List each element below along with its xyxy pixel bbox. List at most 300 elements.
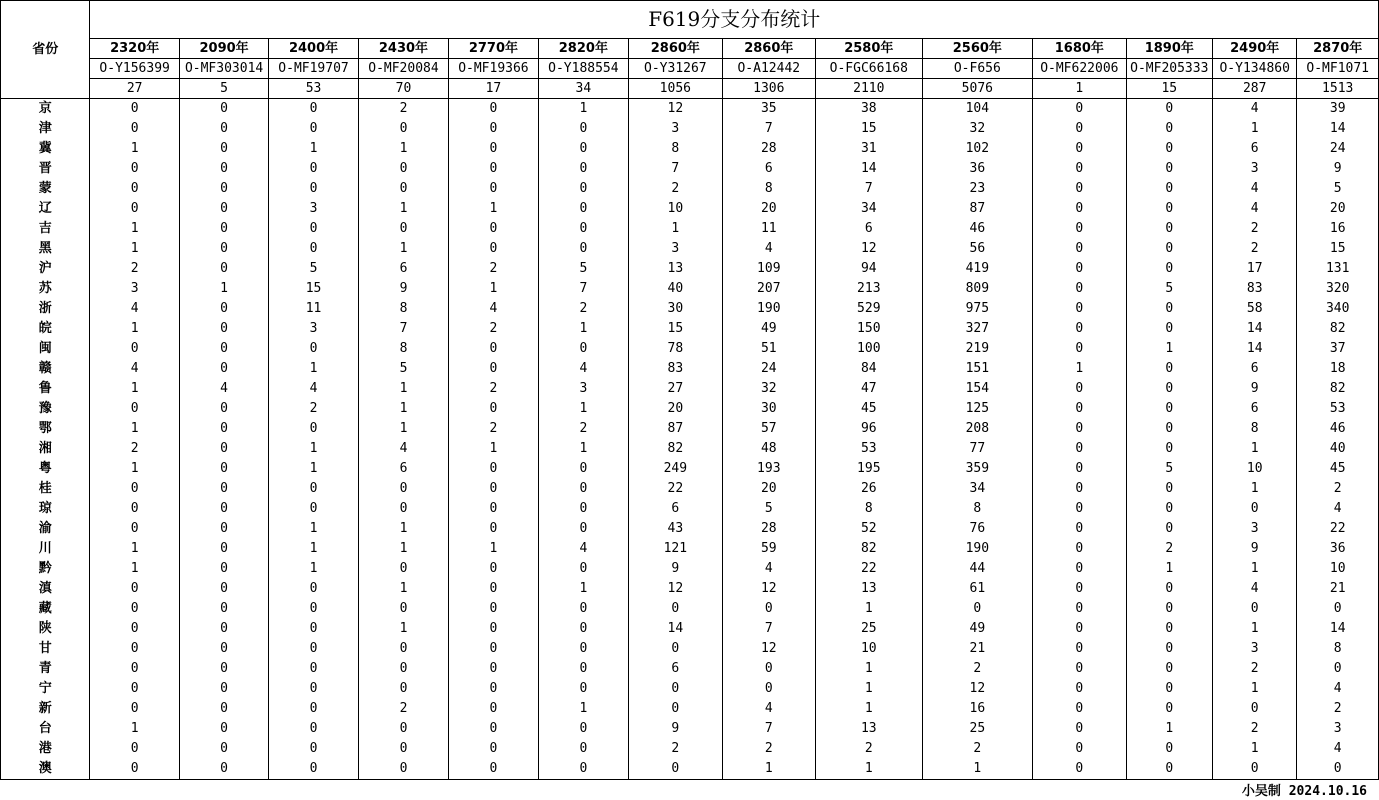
province-cell: 琼 xyxy=(1,499,90,519)
count-cell: 0 xyxy=(538,239,628,259)
count-cell: 0 xyxy=(358,119,448,139)
count-cell: 0 xyxy=(269,599,358,619)
count-cell: 0 xyxy=(90,679,179,699)
count-cell: 1 xyxy=(816,759,923,780)
count-cell: 0 xyxy=(449,559,538,579)
count-cell: 0 xyxy=(449,639,538,659)
count-cell: 16 xyxy=(1297,219,1379,239)
count-cell: 4 xyxy=(722,559,815,579)
count-cell: 7 xyxy=(358,319,448,339)
count-cell: 213 xyxy=(816,279,923,299)
count-cell: 2 xyxy=(922,739,1033,759)
count-cell: 0 xyxy=(358,739,448,759)
count-cell: 3 xyxy=(538,379,628,399)
count-cell: 20 xyxy=(722,479,815,499)
count-cell: 17 xyxy=(1213,259,1297,279)
count-cell: 0 xyxy=(1033,639,1126,659)
count-cell: 0 xyxy=(1126,119,1212,139)
province-cell: 甘 xyxy=(1,639,90,659)
count-cell: 14 xyxy=(1213,339,1297,359)
count-cell: 0 xyxy=(90,759,179,780)
count-cell: 1 xyxy=(538,99,628,120)
count-cell: 0 xyxy=(179,179,268,199)
count-cell: 0 xyxy=(449,719,538,739)
count-cell: 0 xyxy=(358,479,448,499)
column-total: 17 xyxy=(449,79,538,99)
count-cell: 195 xyxy=(816,459,923,479)
count-cell: 22 xyxy=(1297,519,1379,539)
count-cell: 6 xyxy=(816,219,923,239)
count-cell: 6 xyxy=(722,159,815,179)
count-cell: 0 xyxy=(269,179,358,199)
table-row xyxy=(1,119,1379,139)
count-cell: 0 xyxy=(538,519,628,539)
table-row xyxy=(1,139,1379,159)
count-cell: 4 xyxy=(90,359,179,379)
count-cell: 0 xyxy=(179,219,268,239)
count-cell: 2 xyxy=(90,439,179,459)
column-total: 287 xyxy=(1213,79,1297,99)
column-code: O-A12442 xyxy=(722,59,815,79)
count-cell: 0 xyxy=(1033,139,1126,159)
count-cell: 0 xyxy=(1126,199,1212,219)
count-cell: 0 xyxy=(179,739,268,759)
column-year: 2860年 xyxy=(629,39,722,59)
province-cell: 闽 xyxy=(1,339,90,359)
count-cell: 87 xyxy=(629,419,722,439)
count-cell: 419 xyxy=(922,259,1033,279)
count-cell: 0 xyxy=(1126,759,1212,780)
count-cell: 5 xyxy=(1126,279,1212,299)
column-code: O-F656 xyxy=(922,59,1033,79)
province-cell: 辽 xyxy=(1,199,90,219)
column-total: 53 xyxy=(269,79,358,99)
count-cell: 37 xyxy=(1297,339,1379,359)
count-cell: 1 xyxy=(269,439,358,459)
count-cell: 0 xyxy=(358,179,448,199)
count-cell: 4 xyxy=(1213,99,1297,120)
count-cell: 0 xyxy=(449,179,538,199)
count-cell: 0 xyxy=(358,599,448,619)
count-cell: 1 xyxy=(1126,719,1212,739)
count-cell: 0 xyxy=(538,679,628,699)
column-total: 15 xyxy=(1126,79,1212,99)
count-cell: 6 xyxy=(1213,139,1297,159)
count-cell: 0 xyxy=(179,239,268,259)
column-total: 2110 xyxy=(816,79,923,99)
count-cell: 25 xyxy=(922,719,1033,739)
count-cell: 24 xyxy=(1297,139,1379,159)
count-cell: 104 xyxy=(922,99,1033,120)
count-cell: 0 xyxy=(538,459,628,479)
table-row xyxy=(1,519,1379,539)
count-cell: 0 xyxy=(358,659,448,679)
count-cell: 12 xyxy=(722,639,815,659)
count-cell: 1 xyxy=(816,699,923,719)
count-cell: 219 xyxy=(922,339,1033,359)
count-cell: 0 xyxy=(269,639,358,659)
column-year: 2770年 xyxy=(449,39,538,59)
count-cell: 82 xyxy=(1297,319,1379,339)
count-cell: 0 xyxy=(269,479,358,499)
count-cell: 0 xyxy=(269,99,358,120)
count-cell: 31 xyxy=(816,139,923,159)
count-cell: 327 xyxy=(922,319,1033,339)
count-cell: 1 xyxy=(90,539,179,559)
count-cell: 1 xyxy=(358,399,448,419)
count-cell: 207 xyxy=(722,279,815,299)
count-cell: 0 xyxy=(538,619,628,639)
count-cell: 1 xyxy=(538,579,628,599)
count-cell: 82 xyxy=(1297,379,1379,399)
count-cell: 0 xyxy=(538,759,628,780)
count-cell: 0 xyxy=(538,739,628,759)
province-cell: 吉 xyxy=(1,219,90,239)
count-cell: 8 xyxy=(629,139,722,159)
table-row xyxy=(1,619,1379,639)
count-cell: 57 xyxy=(722,419,815,439)
count-cell: 1 xyxy=(1213,619,1297,639)
count-cell: 0 xyxy=(1126,639,1212,659)
count-cell: 190 xyxy=(922,539,1033,559)
count-cell: 4 xyxy=(1297,679,1379,699)
column-year: 2320年 xyxy=(90,39,179,59)
count-cell: 2 xyxy=(1297,479,1379,499)
count-cell: 4 xyxy=(449,299,538,319)
count-cell: 151 xyxy=(922,359,1033,379)
count-cell: 10 xyxy=(1297,559,1379,579)
count-cell: 0 xyxy=(1126,619,1212,639)
province-cell: 赣 xyxy=(1,359,90,379)
count-cell: 5 xyxy=(538,259,628,279)
count-cell: 0 xyxy=(1126,139,1212,159)
column-year: 2560年 xyxy=(922,39,1033,59)
count-cell: 0 xyxy=(179,539,268,559)
count-cell: 0 xyxy=(1033,419,1126,439)
count-cell: 0 xyxy=(538,139,628,159)
count-cell: 2 xyxy=(816,739,923,759)
count-cell: 9 xyxy=(1213,539,1297,559)
count-cell: 975 xyxy=(922,299,1033,319)
count-cell: 13 xyxy=(816,719,923,739)
count-cell: 3 xyxy=(1213,519,1297,539)
count-cell: 3 xyxy=(90,279,179,299)
column-total: 70 xyxy=(358,79,448,99)
province-cell: 豫 xyxy=(1,399,90,419)
count-cell: 0 xyxy=(1033,579,1126,599)
count-cell: 0 xyxy=(90,399,179,419)
province-cell: 湘 xyxy=(1,439,90,459)
province-cell: 桂 xyxy=(1,479,90,499)
count-cell: 1 xyxy=(1126,559,1212,579)
province-cell: 津 xyxy=(1,119,90,139)
count-cell: 82 xyxy=(629,439,722,459)
table-row xyxy=(1,279,1379,299)
count-cell: 109 xyxy=(722,259,815,279)
table-row xyxy=(1,219,1379,239)
count-cell: 10 xyxy=(629,199,722,219)
count-cell: 0 xyxy=(1033,719,1126,739)
count-cell: 36 xyxy=(1297,539,1379,559)
count-cell: 0 xyxy=(538,479,628,499)
count-cell: 0 xyxy=(449,519,538,539)
author-date-footer: 小吴制 2024.10.16 xyxy=(1241,784,1367,799)
table-row xyxy=(1,439,1379,459)
count-cell: 5 xyxy=(269,259,358,279)
table-row xyxy=(1,499,1379,519)
count-cell: 2 xyxy=(1213,219,1297,239)
count-cell: 320 xyxy=(1297,279,1379,299)
count-cell: 1 xyxy=(90,559,179,579)
count-cell: 20 xyxy=(722,199,815,219)
count-cell: 0 xyxy=(179,559,268,579)
province-cell: 鲁 xyxy=(1,379,90,399)
count-cell: 0 xyxy=(1033,119,1126,139)
count-cell: 4 xyxy=(358,439,448,459)
count-cell: 0 xyxy=(179,199,268,219)
count-cell: 35 xyxy=(722,99,815,120)
count-cell: 12 xyxy=(816,239,923,259)
count-cell: 22 xyxy=(629,479,722,499)
count-cell: 0 xyxy=(1033,599,1126,619)
count-cell: 0 xyxy=(179,159,268,179)
province-cell: 黔 xyxy=(1,559,90,579)
count-cell: 0 xyxy=(1033,199,1126,219)
count-cell: 15 xyxy=(1297,239,1379,259)
count-cell: 0 xyxy=(1126,259,1212,279)
count-cell: 0 xyxy=(1033,459,1126,479)
count-cell: 3 xyxy=(1297,719,1379,739)
table-row xyxy=(1,739,1379,759)
count-cell: 0 xyxy=(179,299,268,319)
count-cell: 7 xyxy=(629,159,722,179)
count-cell: 0 xyxy=(269,119,358,139)
count-cell: 0 xyxy=(1126,699,1212,719)
count-cell: 34 xyxy=(922,479,1033,499)
count-cell: 2 xyxy=(1126,539,1212,559)
count-cell: 0 xyxy=(90,599,179,619)
table-row xyxy=(1,659,1379,679)
count-cell: 48 xyxy=(722,439,815,459)
province-cell: 台 xyxy=(1,719,90,739)
province-cell: 蒙 xyxy=(1,179,90,199)
count-cell: 0 xyxy=(538,599,628,619)
count-cell: 61 xyxy=(922,579,1033,599)
count-cell: 0 xyxy=(538,339,628,359)
count-cell: 0 xyxy=(179,719,268,739)
count-cell: 0 xyxy=(629,599,722,619)
column-total: 5 xyxy=(179,79,268,99)
count-cell: 1 xyxy=(358,619,448,639)
count-cell: 0 xyxy=(179,399,268,419)
count-cell: 1 xyxy=(269,359,358,379)
count-cell: 0 xyxy=(449,759,538,780)
count-cell: 4 xyxy=(1297,499,1379,519)
count-cell: 0 xyxy=(1213,599,1297,619)
table-row xyxy=(1,459,1379,479)
count-cell: 7 xyxy=(722,119,815,139)
count-cell: 2 xyxy=(629,179,722,199)
table-row xyxy=(1,239,1379,259)
count-cell: 3 xyxy=(269,199,358,219)
table-row xyxy=(1,399,1379,419)
count-cell: 0 xyxy=(179,599,268,619)
count-cell: 0 xyxy=(179,259,268,279)
column-code: O-MF303014 xyxy=(179,59,268,79)
count-cell: 7 xyxy=(722,719,815,739)
table-row xyxy=(1,199,1379,219)
count-cell: 2 xyxy=(449,259,538,279)
count-cell: 0 xyxy=(179,319,268,339)
count-cell: 0 xyxy=(629,639,722,659)
count-cell: 0 xyxy=(1033,679,1126,699)
count-cell: 83 xyxy=(629,359,722,379)
count-cell: 0 xyxy=(179,579,268,599)
count-cell: 1 xyxy=(816,659,923,679)
count-cell: 0 xyxy=(269,339,358,359)
column-total: 27 xyxy=(90,79,179,99)
count-cell: 0 xyxy=(179,139,268,159)
count-cell: 12 xyxy=(629,579,722,599)
count-cell: 0 xyxy=(449,499,538,519)
count-cell: 0 xyxy=(1126,659,1212,679)
count-cell: 2 xyxy=(629,739,722,759)
count-cell: 4 xyxy=(1297,739,1379,759)
count-cell: 0 xyxy=(449,339,538,359)
count-cell: 0 xyxy=(90,699,179,719)
count-cell: 9 xyxy=(1297,159,1379,179)
count-cell: 2 xyxy=(538,419,628,439)
count-cell: 0 xyxy=(538,719,628,739)
count-cell: 0 xyxy=(1033,479,1126,499)
count-cell: 809 xyxy=(922,279,1033,299)
count-cell: 0 xyxy=(1033,739,1126,759)
count-cell: 0 xyxy=(1126,479,1212,499)
column-total: 1513 xyxy=(1297,79,1379,99)
count-cell: 11 xyxy=(722,219,815,239)
count-cell: 2 xyxy=(358,99,448,120)
column-code: O-MF205333 xyxy=(1126,59,1212,79)
count-cell: 49 xyxy=(922,619,1033,639)
count-cell: 0 xyxy=(1126,379,1212,399)
column-year: 2580年 xyxy=(816,39,923,59)
count-cell: 5 xyxy=(358,359,448,379)
count-cell: 16 xyxy=(922,699,1033,719)
count-cell: 0 xyxy=(269,759,358,780)
count-cell: 1 xyxy=(358,239,448,259)
count-cell: 0 xyxy=(90,179,179,199)
count-cell: 1 xyxy=(90,419,179,439)
count-cell: 87 xyxy=(922,199,1033,219)
count-cell: 1 xyxy=(358,419,448,439)
count-cell: 0 xyxy=(1126,739,1212,759)
count-cell: 0 xyxy=(269,619,358,639)
count-cell: 0 xyxy=(179,119,268,139)
table-row xyxy=(1,99,1379,120)
table-row xyxy=(1,359,1379,379)
column-total: 1056 xyxy=(629,79,722,99)
table-row xyxy=(1,559,1379,579)
count-cell: 0 xyxy=(538,179,628,199)
count-cell: 7 xyxy=(816,179,923,199)
count-cell: 1 xyxy=(358,539,448,559)
count-cell: 1 xyxy=(816,679,923,699)
count-cell: 1 xyxy=(269,539,358,559)
count-cell: 0 xyxy=(449,119,538,139)
table-row xyxy=(1,479,1379,499)
count-cell: 0 xyxy=(1126,399,1212,419)
province-cell: 澳 xyxy=(1,759,90,780)
count-cell: 3 xyxy=(1213,639,1297,659)
count-cell: 131 xyxy=(1297,259,1379,279)
count-cell: 15 xyxy=(269,279,358,299)
count-cell: 0 xyxy=(1033,439,1126,459)
count-cell: 0 xyxy=(449,699,538,719)
count-cell: 0 xyxy=(269,239,358,259)
count-cell: 0 xyxy=(1126,219,1212,239)
province-cell: 青 xyxy=(1,659,90,679)
count-cell: 4 xyxy=(179,379,268,399)
count-cell: 8 xyxy=(722,179,815,199)
count-cell: 249 xyxy=(629,459,722,479)
count-cell: 8 xyxy=(816,499,923,519)
count-cell: 6 xyxy=(629,659,722,679)
count-cell: 1 xyxy=(269,459,358,479)
count-cell: 0 xyxy=(1213,759,1297,780)
count-cell: 0 xyxy=(449,599,538,619)
table-row xyxy=(1,179,1379,199)
column-code: O-MF622006 xyxy=(1033,59,1126,79)
table-row xyxy=(1,379,1379,399)
count-cell: 0 xyxy=(90,159,179,179)
count-cell: 96 xyxy=(816,419,923,439)
count-cell: 1 xyxy=(816,599,923,619)
count-cell: 13 xyxy=(816,579,923,599)
count-cell: 28 xyxy=(722,519,815,539)
count-cell: 0 xyxy=(179,519,268,539)
table-row xyxy=(1,679,1379,699)
province-cell: 宁 xyxy=(1,679,90,699)
count-cell: 0 xyxy=(90,739,179,759)
count-cell: 0 xyxy=(179,759,268,780)
count-cell: 1 xyxy=(538,699,628,719)
count-cell: 3 xyxy=(269,319,358,339)
count-cell: 0 xyxy=(538,639,628,659)
count-cell: 1 xyxy=(358,199,448,219)
column-code: O-MF19707 xyxy=(269,59,358,79)
count-cell: 1 xyxy=(1213,479,1297,499)
count-cell: 10 xyxy=(816,639,923,659)
count-cell: 5 xyxy=(722,499,815,519)
count-cell: 84 xyxy=(816,359,923,379)
count-cell: 36 xyxy=(922,159,1033,179)
count-cell: 1 xyxy=(449,279,538,299)
count-cell: 3 xyxy=(629,239,722,259)
table-row xyxy=(1,719,1379,739)
count-cell: 121 xyxy=(629,539,722,559)
count-cell: 0 xyxy=(1033,239,1126,259)
province-cell: 苏 xyxy=(1,279,90,299)
count-cell: 2 xyxy=(1297,699,1379,719)
count-cell: 4 xyxy=(538,539,628,559)
count-cell: 1 xyxy=(269,139,358,159)
table-row xyxy=(1,699,1379,719)
count-cell: 1 xyxy=(538,439,628,459)
count-cell: 0 xyxy=(449,219,538,239)
count-cell: 0 xyxy=(449,579,538,599)
count-cell: 34 xyxy=(816,199,923,219)
table-row xyxy=(1,579,1379,599)
